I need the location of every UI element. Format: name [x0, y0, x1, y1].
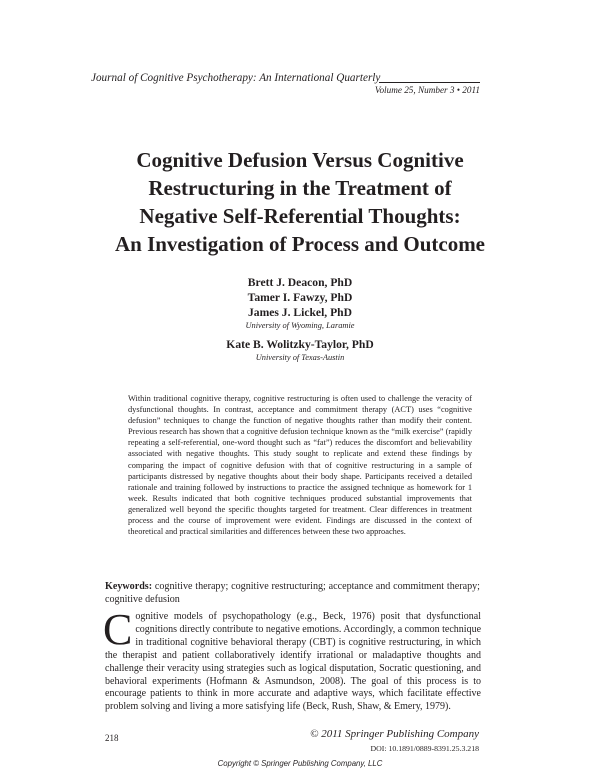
copyright-footer: Copyright © Springer Publishing Company, LLC — [217, 759, 383, 768]
author-name: James J. Lickel, PhD — [247, 306, 352, 319]
title-line: Negative Self-Referential Thoughts: — [139, 204, 461, 228]
article-title — [60, 146, 540, 258]
author-name: Kate B. Wolitzky-Taylor, PhD — [226, 338, 374, 351]
body-text: ognitive models of psychopathology (e.g., Beck, 1976) posit that dysfunctional cognitions directly contribute to negative emotions. Accordingly, a common technique in traditional cognitive behavioral therapy (CBT) is cognitive restructuring, in which the therapist and patient collaboratively identify irrational or maladaptive thoughts and challenge their veracity using strategies such as logical disputation, Socratic questioning, and behavioral experiments (Hofmann & Asmundson, 2008). The goal of this process is to encourage patients to think in more accurate and adaptive ways, which facilitate effective problem solving and living a more satisfying life (Beck, Rush, Shaw, & Emery, 1979). — [105, 611, 482, 713]
author-block — [60, 275, 540, 363]
keywords-text: cognitive therapy; cognitive restructuring; acceptance and commitment therapy; cognitive defusion — [105, 581, 480, 605]
author-name: Brett J. Deacon, PhD — [247, 276, 353, 289]
title-line: Restructuring in the Treatment of — [148, 176, 452, 200]
author-affiliation: University of Wyoming, Laramie — [245, 321, 355, 330]
keywords — [105, 580, 480, 606]
doi: DOI: 10.1891/0889-8391.25.3.218 — [370, 744, 479, 753]
page-number: 218 — [105, 733, 119, 743]
header-rule — [379, 82, 480, 83]
drop-cap: C — [103, 605, 133, 654]
body-paragraph — [103, 605, 482, 714]
keywords-label: Keywords: — [105, 581, 153, 592]
journal-name: Journal of Cognitive Psychotherapy: An International Quarterly — [91, 72, 381, 84]
title-line: Cognitive Defusion Versus Cognitive — [136, 148, 464, 172]
author-affiliation: University of Texas-Austin — [255, 353, 345, 362]
title-line: An Investigation of Process and Outcome — [114, 232, 486, 256]
volume-issue: Volume 25, Number 3 • 2011 — [374, 84, 480, 95]
abstract: Within traditional cognitive therapy, cognitive restructuring is often used to challenge the veracity of dysfunctional thoughts. In contrast, acceptance and commitment therapy (ACT) uses “cognitive defusion” techniques to change the function of negative thoughts rather than modify their content. Previous research has shown that a cognitive defusion technique known as the “milk exercise” (rapidly repeating a self-referential, one-word thought such as “fat”) reduces the discomfort and believability associated with negative thoughts. This study sought to replicate and extend these findings by comparing the impact of cognitive defusion with that of cognitive restructuring in a sample of participants distressed by negative thoughts about their body shape. Participants received a detailed rationale and training followed by instructions to practice the assigned technique as homework for 1 week. Results indicated that both cognitive techniques produced substantial improvements that generalized well beyond the specific thoughts targeted for treatment. Clear differences in treatment process and the course of improvement were evident. Findings are discussed in the context of theoretical and practical similarities and differences between these two approaches. — [128, 394, 472, 537]
author-name: Tamer I. Fawzy, PhD — [247, 291, 353, 304]
publisher-copyright: © 2011 Springer Publishing Company — [310, 728, 479, 740]
